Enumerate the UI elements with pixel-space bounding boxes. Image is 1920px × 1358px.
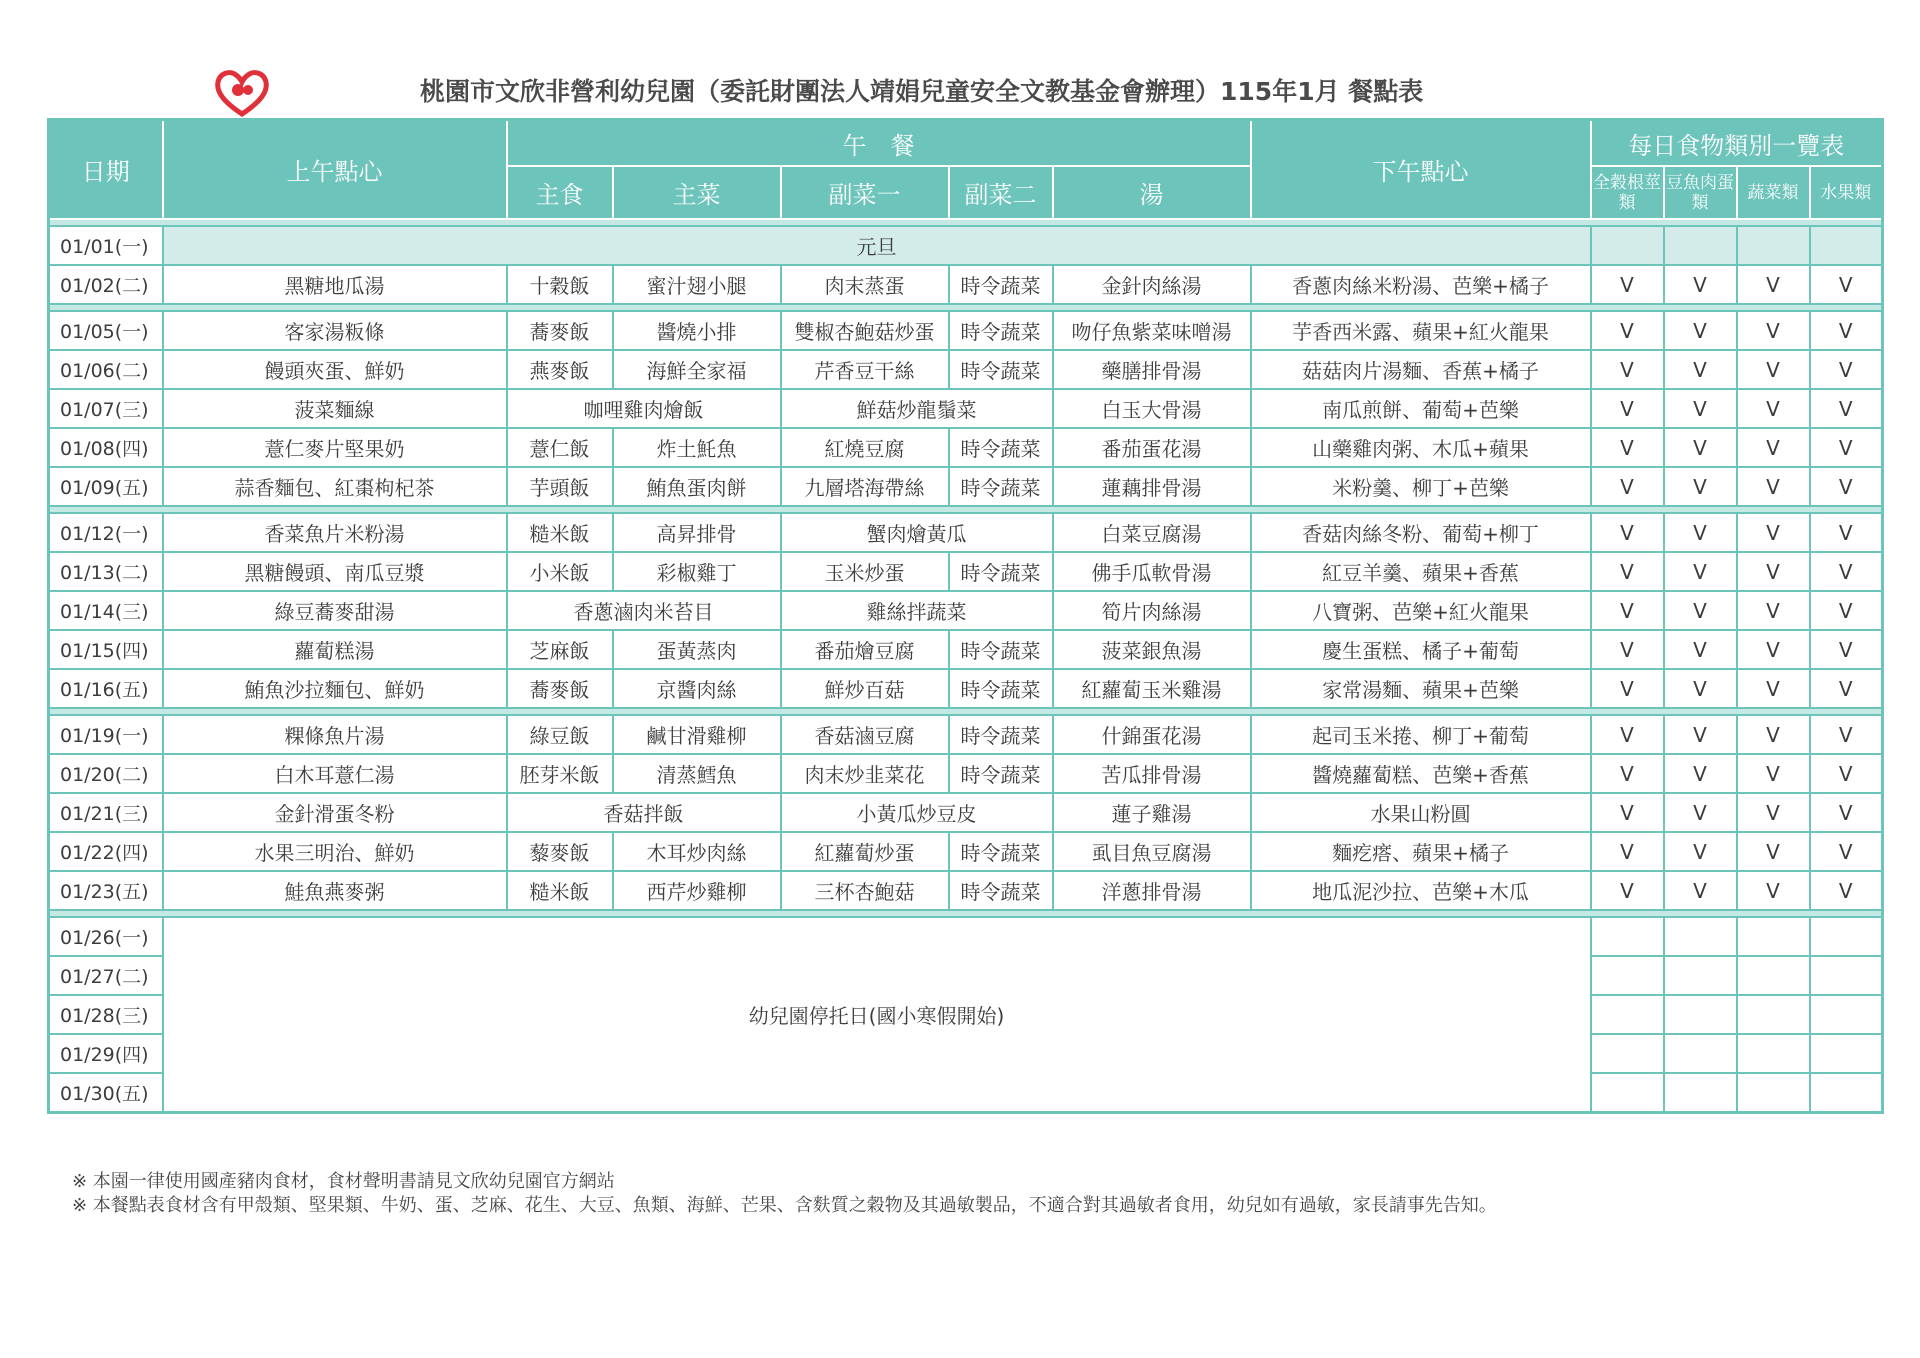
table-row xyxy=(49,669,1883,708)
grain-check: V xyxy=(1591,265,1664,304)
header-am-snack: 上午點心 xyxy=(163,120,507,220)
main-cell: 彩椒雞丁 xyxy=(613,552,781,591)
fruit-check: V xyxy=(1810,754,1883,793)
fruit-check: V xyxy=(1810,513,1883,552)
staple-cell: 十穀飯 xyxy=(507,265,613,304)
veg-check xyxy=(1737,956,1810,995)
grain-check xyxy=(1591,995,1664,1034)
fruit-check xyxy=(1810,956,1883,995)
side1-cell: 紅燒豆腐 xyxy=(781,428,949,467)
date-cell: 01/23(五) xyxy=(49,871,163,910)
pm-snack-cell: 山藥雞肉粥、木瓜+蘋果 xyxy=(1251,428,1591,467)
protein-check: V xyxy=(1664,513,1737,552)
protein-check: V xyxy=(1664,350,1737,389)
am-snack-cell: 蘿蔔糕湯 xyxy=(163,630,507,669)
table-row xyxy=(49,513,1883,552)
header-pm-snack: 下午點心 xyxy=(1251,120,1591,220)
protein-check: V xyxy=(1664,754,1737,793)
heart-logo-icon xyxy=(214,68,270,118)
fruit-check: V xyxy=(1810,552,1883,591)
side2-cell: 時令蔬菜 xyxy=(949,428,1053,467)
fruit-check: V xyxy=(1810,715,1883,754)
date-cell: 01/12(一) xyxy=(49,513,163,552)
pm-snack-cell: 菇菇肉片湯麵、香蕉+橘子 xyxy=(1251,350,1591,389)
veg-check xyxy=(1737,226,1810,265)
grain-check: V xyxy=(1591,630,1664,669)
soup-cell: 虱目魚豆腐湯 xyxy=(1053,832,1251,871)
main-cell: 海鮮全家福 xyxy=(613,350,781,389)
soup-cell: 白玉大骨湯 xyxy=(1053,389,1251,428)
fruit-check: V xyxy=(1810,793,1883,832)
side-combo-cell: 小黃瓜炒豆皮 xyxy=(781,793,1053,832)
am-snack-cell: 黑糖饅頭、南瓜豆漿 xyxy=(163,552,507,591)
fruit-check xyxy=(1810,917,1883,956)
fruit-check: V xyxy=(1810,591,1883,630)
table-row xyxy=(49,793,1883,832)
staple-cell: 藜麥飯 xyxy=(507,832,613,871)
date-cell: 01/22(四) xyxy=(49,832,163,871)
veg-check xyxy=(1737,995,1810,1034)
fruit-check: V xyxy=(1810,871,1883,910)
staple-cell: 胚芽米飯 xyxy=(507,754,613,793)
fruit-check xyxy=(1810,226,1883,265)
protein-check xyxy=(1664,956,1737,995)
side2-cell: 時令蔬菜 xyxy=(949,715,1053,754)
pm-snack-cell: 醬燒蘿蔔糕、芭樂+香蕉 xyxy=(1251,754,1591,793)
staple-cell: 芝麻飯 xyxy=(507,630,613,669)
am-snack-cell: 黑糖地瓜湯 xyxy=(163,265,507,304)
veg-check: V xyxy=(1737,389,1810,428)
veg-check: V xyxy=(1737,832,1810,871)
am-snack-cell: 白木耳薏仁湯 xyxy=(163,754,507,793)
veg-check: V xyxy=(1737,513,1810,552)
veg-check xyxy=(1737,917,1810,956)
grain-check xyxy=(1591,917,1664,956)
protein-check: V xyxy=(1664,428,1737,467)
grain-check: V xyxy=(1591,715,1664,754)
lunch-combo-cell: 咖哩雞肉燴飯 xyxy=(507,389,781,428)
am-snack-cell: 鮭魚燕麥粥 xyxy=(163,871,507,910)
protein-check: V xyxy=(1664,793,1737,832)
meal-table xyxy=(47,118,1884,1114)
staple-cell: 糙米飯 xyxy=(507,871,613,910)
side2-cell: 時令蔬菜 xyxy=(949,832,1053,871)
date-cell: 01/08(四) xyxy=(49,428,163,467)
table-row xyxy=(49,428,1883,467)
side2-cell: 時令蔬菜 xyxy=(949,754,1053,793)
table-row xyxy=(49,871,1883,910)
staple-cell: 綠豆飯 xyxy=(507,715,613,754)
header-protein: 豆魚肉蛋類 xyxy=(1664,166,1737,219)
date-cell: 01/06(二) xyxy=(49,350,163,389)
grain-check xyxy=(1591,1034,1664,1073)
date-cell: 01/07(三) xyxy=(49,389,163,428)
veg-check: V xyxy=(1737,552,1810,591)
veg-check: V xyxy=(1737,591,1810,630)
table-row xyxy=(49,467,1883,506)
header-food-categories: 每日食物類別一覽表 xyxy=(1591,120,1883,167)
protein-check xyxy=(1664,917,1737,956)
am-snack-cell: 綠豆蕎麥甜湯 xyxy=(163,591,507,630)
staple-cell: 小米飯 xyxy=(507,552,613,591)
fruit-check: V xyxy=(1810,669,1883,708)
table-row xyxy=(49,591,1883,630)
date-cell: 01/14(三) xyxy=(49,591,163,630)
pm-snack-cell: 南瓜煎餅、葡萄+芭樂 xyxy=(1251,389,1591,428)
main-cell: 京醬肉絲 xyxy=(613,669,781,708)
side1-cell: 玉米炒蛋 xyxy=(781,552,949,591)
footnote-allergens: ※ 本餐點表食材含有甲殼類、堅果類、牛奶、蛋、芝麻、花生、大豆、魚類、海鮮、芒果、含麩質之穀物及其過敏製品，不適合對其過敏者食用，幼兒如有過敏，家長請事先告知。 xyxy=(72,1195,1497,1216)
veg-check: V xyxy=(1737,265,1810,304)
table-row xyxy=(49,715,1883,754)
fruit-check xyxy=(1810,1034,1883,1073)
am-snack-cell: 薏仁麥片堅果奶 xyxy=(163,428,507,467)
am-snack-cell: 客家湯粄條 xyxy=(163,311,507,350)
table-row xyxy=(49,265,1883,304)
protein-check: V xyxy=(1664,669,1737,708)
fruit-check: V xyxy=(1810,630,1883,669)
lunch-combo-cell: 香菇拌飯 xyxy=(507,793,781,832)
pm-snack-cell: 地瓜泥沙拉、芭樂+木瓜 xyxy=(1251,871,1591,910)
fruit-check: V xyxy=(1810,467,1883,506)
closure-cell: 幼兒園停托日(國小寒假開始) xyxy=(163,917,1591,1113)
header-date: 日期 xyxy=(49,120,163,220)
grain-check: V xyxy=(1591,754,1664,793)
veg-check: V xyxy=(1737,871,1810,910)
date-cell: 01/09(五) xyxy=(49,467,163,506)
veg-check: V xyxy=(1737,715,1810,754)
protein-check: V xyxy=(1664,311,1737,350)
side-combo-cell: 蟹肉燴黃瓜 xyxy=(781,513,1053,552)
table-row xyxy=(49,917,1883,956)
table-row xyxy=(49,389,1883,428)
am-snack-cell: 菠菜麵線 xyxy=(163,389,507,428)
footnotes xyxy=(72,1170,1497,1218)
soup-cell: 金針肉絲湯 xyxy=(1053,265,1251,304)
header-staple: 主食 xyxy=(507,166,613,219)
header-vegetable: 蔬菜類 xyxy=(1737,166,1810,219)
date-cell: 01/01(一) xyxy=(49,226,163,265)
side2-cell: 時令蔬菜 xyxy=(949,265,1053,304)
side-combo-cell: 雞絲拌蔬菜 xyxy=(781,591,1053,630)
veg-check: V xyxy=(1737,428,1810,467)
staple-cell: 糙米飯 xyxy=(507,513,613,552)
date-cell: 01/20(二) xyxy=(49,754,163,793)
header-soup: 湯 xyxy=(1053,166,1251,219)
header-side1: 副菜一 xyxy=(781,166,949,219)
side1-cell: 肉末炒韭菜花 xyxy=(781,754,949,793)
soup-cell: 洋蔥排骨湯 xyxy=(1053,871,1251,910)
soup-cell: 蓮藕排骨湯 xyxy=(1053,467,1251,506)
fruit-check: V xyxy=(1810,389,1883,428)
am-snack-cell: 饅頭夾蛋、鮮奶 xyxy=(163,350,507,389)
side2-cell: 時令蔬菜 xyxy=(949,630,1053,669)
main-cell: 鮪魚蛋肉餅 xyxy=(613,467,781,506)
side2-cell: 時令蔬菜 xyxy=(949,350,1053,389)
main-cell: 高昇排骨 xyxy=(613,513,781,552)
am-snack-cell: 金針滑蛋冬粉 xyxy=(163,793,507,832)
grain-check: V xyxy=(1591,311,1664,350)
side2-cell: 時令蔬菜 xyxy=(949,669,1053,708)
staple-cell: 燕麥飯 xyxy=(507,350,613,389)
grain-check: V xyxy=(1591,669,1664,708)
header-grain: 全穀根莖類 xyxy=(1591,166,1664,219)
am-snack-cell: 水果三明治、鮮奶 xyxy=(163,832,507,871)
veg-check: V xyxy=(1737,754,1810,793)
table-row xyxy=(49,311,1883,350)
side-combo-cell: 鮮菇炒龍鬚菜 xyxy=(781,389,1053,428)
main-cell: 蛋黃蒸肉 xyxy=(613,630,781,669)
protein-check: V xyxy=(1664,389,1737,428)
pm-snack-cell: 香菇肉絲冬粉、葡萄+柳丁 xyxy=(1251,513,1591,552)
main-cell: 鹹甘滑雞柳 xyxy=(613,715,781,754)
main-cell: 醬燒小排 xyxy=(613,311,781,350)
date-cell: 01/28(三) xyxy=(49,995,163,1034)
soup-cell: 佛手瓜軟骨湯 xyxy=(1053,552,1251,591)
fruit-check xyxy=(1810,995,1883,1034)
date-cell: 01/15(四) xyxy=(49,630,163,669)
protein-check: V xyxy=(1664,871,1737,910)
protein-check: V xyxy=(1664,715,1737,754)
side1-cell: 香菇滷豆腐 xyxy=(781,715,949,754)
pm-snack-cell: 家常湯麵、蘋果+芭樂 xyxy=(1251,669,1591,708)
veg-check: V xyxy=(1737,350,1810,389)
soup-cell: 番茄蛋花湯 xyxy=(1053,428,1251,467)
date-cell: 01/16(五) xyxy=(49,669,163,708)
grain-check: V xyxy=(1591,467,1664,506)
pm-snack-cell: 香蔥肉絲米粉湯、芭樂+橘子 xyxy=(1251,265,1591,304)
date-cell: 01/13(二) xyxy=(49,552,163,591)
protein-check xyxy=(1664,226,1737,265)
am-snack-cell: 鮪魚沙拉麵包、鮮奶 xyxy=(163,669,507,708)
lunch-combo-cell: 香蔥滷肉米苔目 xyxy=(507,591,781,630)
date-cell: 01/19(一) xyxy=(49,715,163,754)
side1-cell: 鮮炒百菇 xyxy=(781,669,949,708)
grain-check: V xyxy=(1591,793,1664,832)
pm-snack-cell: 芋香西米露、蘋果+紅火龍果 xyxy=(1251,311,1591,350)
side1-cell: 三杯杏鮑菇 xyxy=(781,871,949,910)
side1-cell: 九層塔海帶絲 xyxy=(781,467,949,506)
staple-cell: 蕎麥飯 xyxy=(507,669,613,708)
staple-cell: 薏仁飯 xyxy=(507,428,613,467)
main-cell: 西芹炒雞柳 xyxy=(613,871,781,910)
main-cell: 木耳炒肉絲 xyxy=(613,832,781,871)
soup-cell: 筍片肉絲湯 xyxy=(1053,591,1251,630)
table-row xyxy=(49,754,1883,793)
grain-check: V xyxy=(1591,513,1664,552)
side2-cell: 時令蔬菜 xyxy=(949,311,1053,350)
header-side2: 副菜二 xyxy=(949,166,1053,219)
main-cell: 清蒸鱈魚 xyxy=(613,754,781,793)
fruit-check: V xyxy=(1810,265,1883,304)
soup-cell: 紅蘿蔔玉米雞湯 xyxy=(1053,669,1251,708)
header-lunch: 午 餐 xyxy=(507,120,1251,167)
date-cell: 01/05(一) xyxy=(49,311,163,350)
grain-check xyxy=(1591,1073,1664,1113)
date-cell: 01/21(三) xyxy=(49,793,163,832)
header-fruit: 水果類 xyxy=(1810,166,1883,219)
date-cell: 01/27(二) xyxy=(49,956,163,995)
pm-snack-cell: 麵疙瘩、蘋果+橘子 xyxy=(1251,832,1591,871)
grain-check: V xyxy=(1591,552,1664,591)
veg-check: V xyxy=(1737,311,1810,350)
holiday-cell: 元旦 xyxy=(163,226,1591,265)
side1-cell: 番茄燴豆腐 xyxy=(781,630,949,669)
grain-check: V xyxy=(1591,591,1664,630)
protein-check: V xyxy=(1664,591,1737,630)
side1-cell: 芹香豆干絲 xyxy=(781,350,949,389)
veg-check: V xyxy=(1737,630,1810,669)
side2-cell: 時令蔬菜 xyxy=(949,552,1053,591)
side2-cell: 時令蔬菜 xyxy=(949,467,1053,506)
header-main: 主菜 xyxy=(613,166,781,219)
date-cell: 01/29(四) xyxy=(49,1034,163,1073)
fruit-check: V xyxy=(1810,832,1883,871)
staple-cell: 蕎麥飯 xyxy=(507,311,613,350)
grain-check: V xyxy=(1591,871,1664,910)
table-row xyxy=(49,226,1883,265)
grain-check: V xyxy=(1591,389,1664,428)
protein-check: V xyxy=(1664,467,1737,506)
soup-cell: 吻仔魚紫菜味噌湯 xyxy=(1053,311,1251,350)
veg-check: V xyxy=(1737,467,1810,506)
soup-cell: 白菜豆腐湯 xyxy=(1053,513,1251,552)
protein-check xyxy=(1664,1034,1737,1073)
side1-cell: 雙椒杏鮑菇炒蛋 xyxy=(781,311,949,350)
soup-cell: 蓮子雞湯 xyxy=(1053,793,1251,832)
date-cell: 01/30(五) xyxy=(49,1073,163,1113)
page-title: 桃園市文欣非營利幼兒園（委託財團法人靖娟兒童安全文教基金會辦理）115年1月 餐點表 xyxy=(420,77,1424,106)
main-cell: 炸土魠魚 xyxy=(613,428,781,467)
date-cell: 01/26(一) xyxy=(49,917,163,956)
veg-check: V xyxy=(1737,793,1810,832)
fruit-check xyxy=(1810,1073,1883,1113)
table-row xyxy=(49,552,1883,591)
am-snack-cell: 香菜魚片米粉湯 xyxy=(163,513,507,552)
protein-check xyxy=(1664,995,1737,1034)
grain-check xyxy=(1591,226,1664,265)
fruit-check: V xyxy=(1810,350,1883,389)
pm-snack-cell: 慶生蛋糕、橘子+葡萄 xyxy=(1251,630,1591,669)
pm-snack-cell: 八寶粥、芭樂+紅火龍果 xyxy=(1251,591,1591,630)
veg-check: V xyxy=(1737,669,1810,708)
soup-cell: 菠菜銀魚湯 xyxy=(1053,630,1251,669)
grain-check: V xyxy=(1591,428,1664,467)
grain-check: V xyxy=(1591,832,1664,871)
protein-check: V xyxy=(1664,630,1737,669)
veg-check xyxy=(1737,1073,1810,1113)
grain-check xyxy=(1591,956,1664,995)
pm-snack-cell: 紅豆羊羹、蘋果+香蕉 xyxy=(1251,552,1591,591)
staple-cell: 芋頭飯 xyxy=(507,467,613,506)
pm-snack-cell: 米粉羹、柳丁+芭樂 xyxy=(1251,467,1591,506)
am-snack-cell: 蒜香麵包、紅棗枸杞茶 xyxy=(163,467,507,506)
soup-cell: 藥膳排骨湯 xyxy=(1053,350,1251,389)
fruit-check: V xyxy=(1810,311,1883,350)
side1-cell: 肉末蒸蛋 xyxy=(781,265,949,304)
table-row xyxy=(49,350,1883,389)
date-cell: 01/02(二) xyxy=(49,265,163,304)
soup-cell: 苦瓜排骨湯 xyxy=(1053,754,1251,793)
table-row xyxy=(49,630,1883,669)
protein-check: V xyxy=(1664,832,1737,871)
side2-cell: 時令蔬菜 xyxy=(949,871,1053,910)
footnote-pork: ※ 本園一律使用國產豬肉食材，食材聲明書請見文欣幼兒園官方網站 xyxy=(72,1171,615,1192)
soup-cell: 什錦蛋花湯 xyxy=(1053,715,1251,754)
veg-check xyxy=(1737,1034,1810,1073)
protein-check xyxy=(1664,1073,1737,1113)
grain-check: V xyxy=(1591,350,1664,389)
protein-check: V xyxy=(1664,265,1737,304)
pm-snack-cell: 起司玉米捲、柳丁+葡萄 xyxy=(1251,715,1591,754)
fruit-check: V xyxy=(1810,428,1883,467)
pm-snack-cell: 水果山粉圓 xyxy=(1251,793,1591,832)
am-snack-cell: 粿條魚片湯 xyxy=(163,715,507,754)
side1-cell: 紅蘿蔔炒蛋 xyxy=(781,832,949,871)
protein-check: V xyxy=(1664,552,1737,591)
table-row xyxy=(49,832,1883,871)
main-cell: 蜜汁翅小腿 xyxy=(613,265,781,304)
